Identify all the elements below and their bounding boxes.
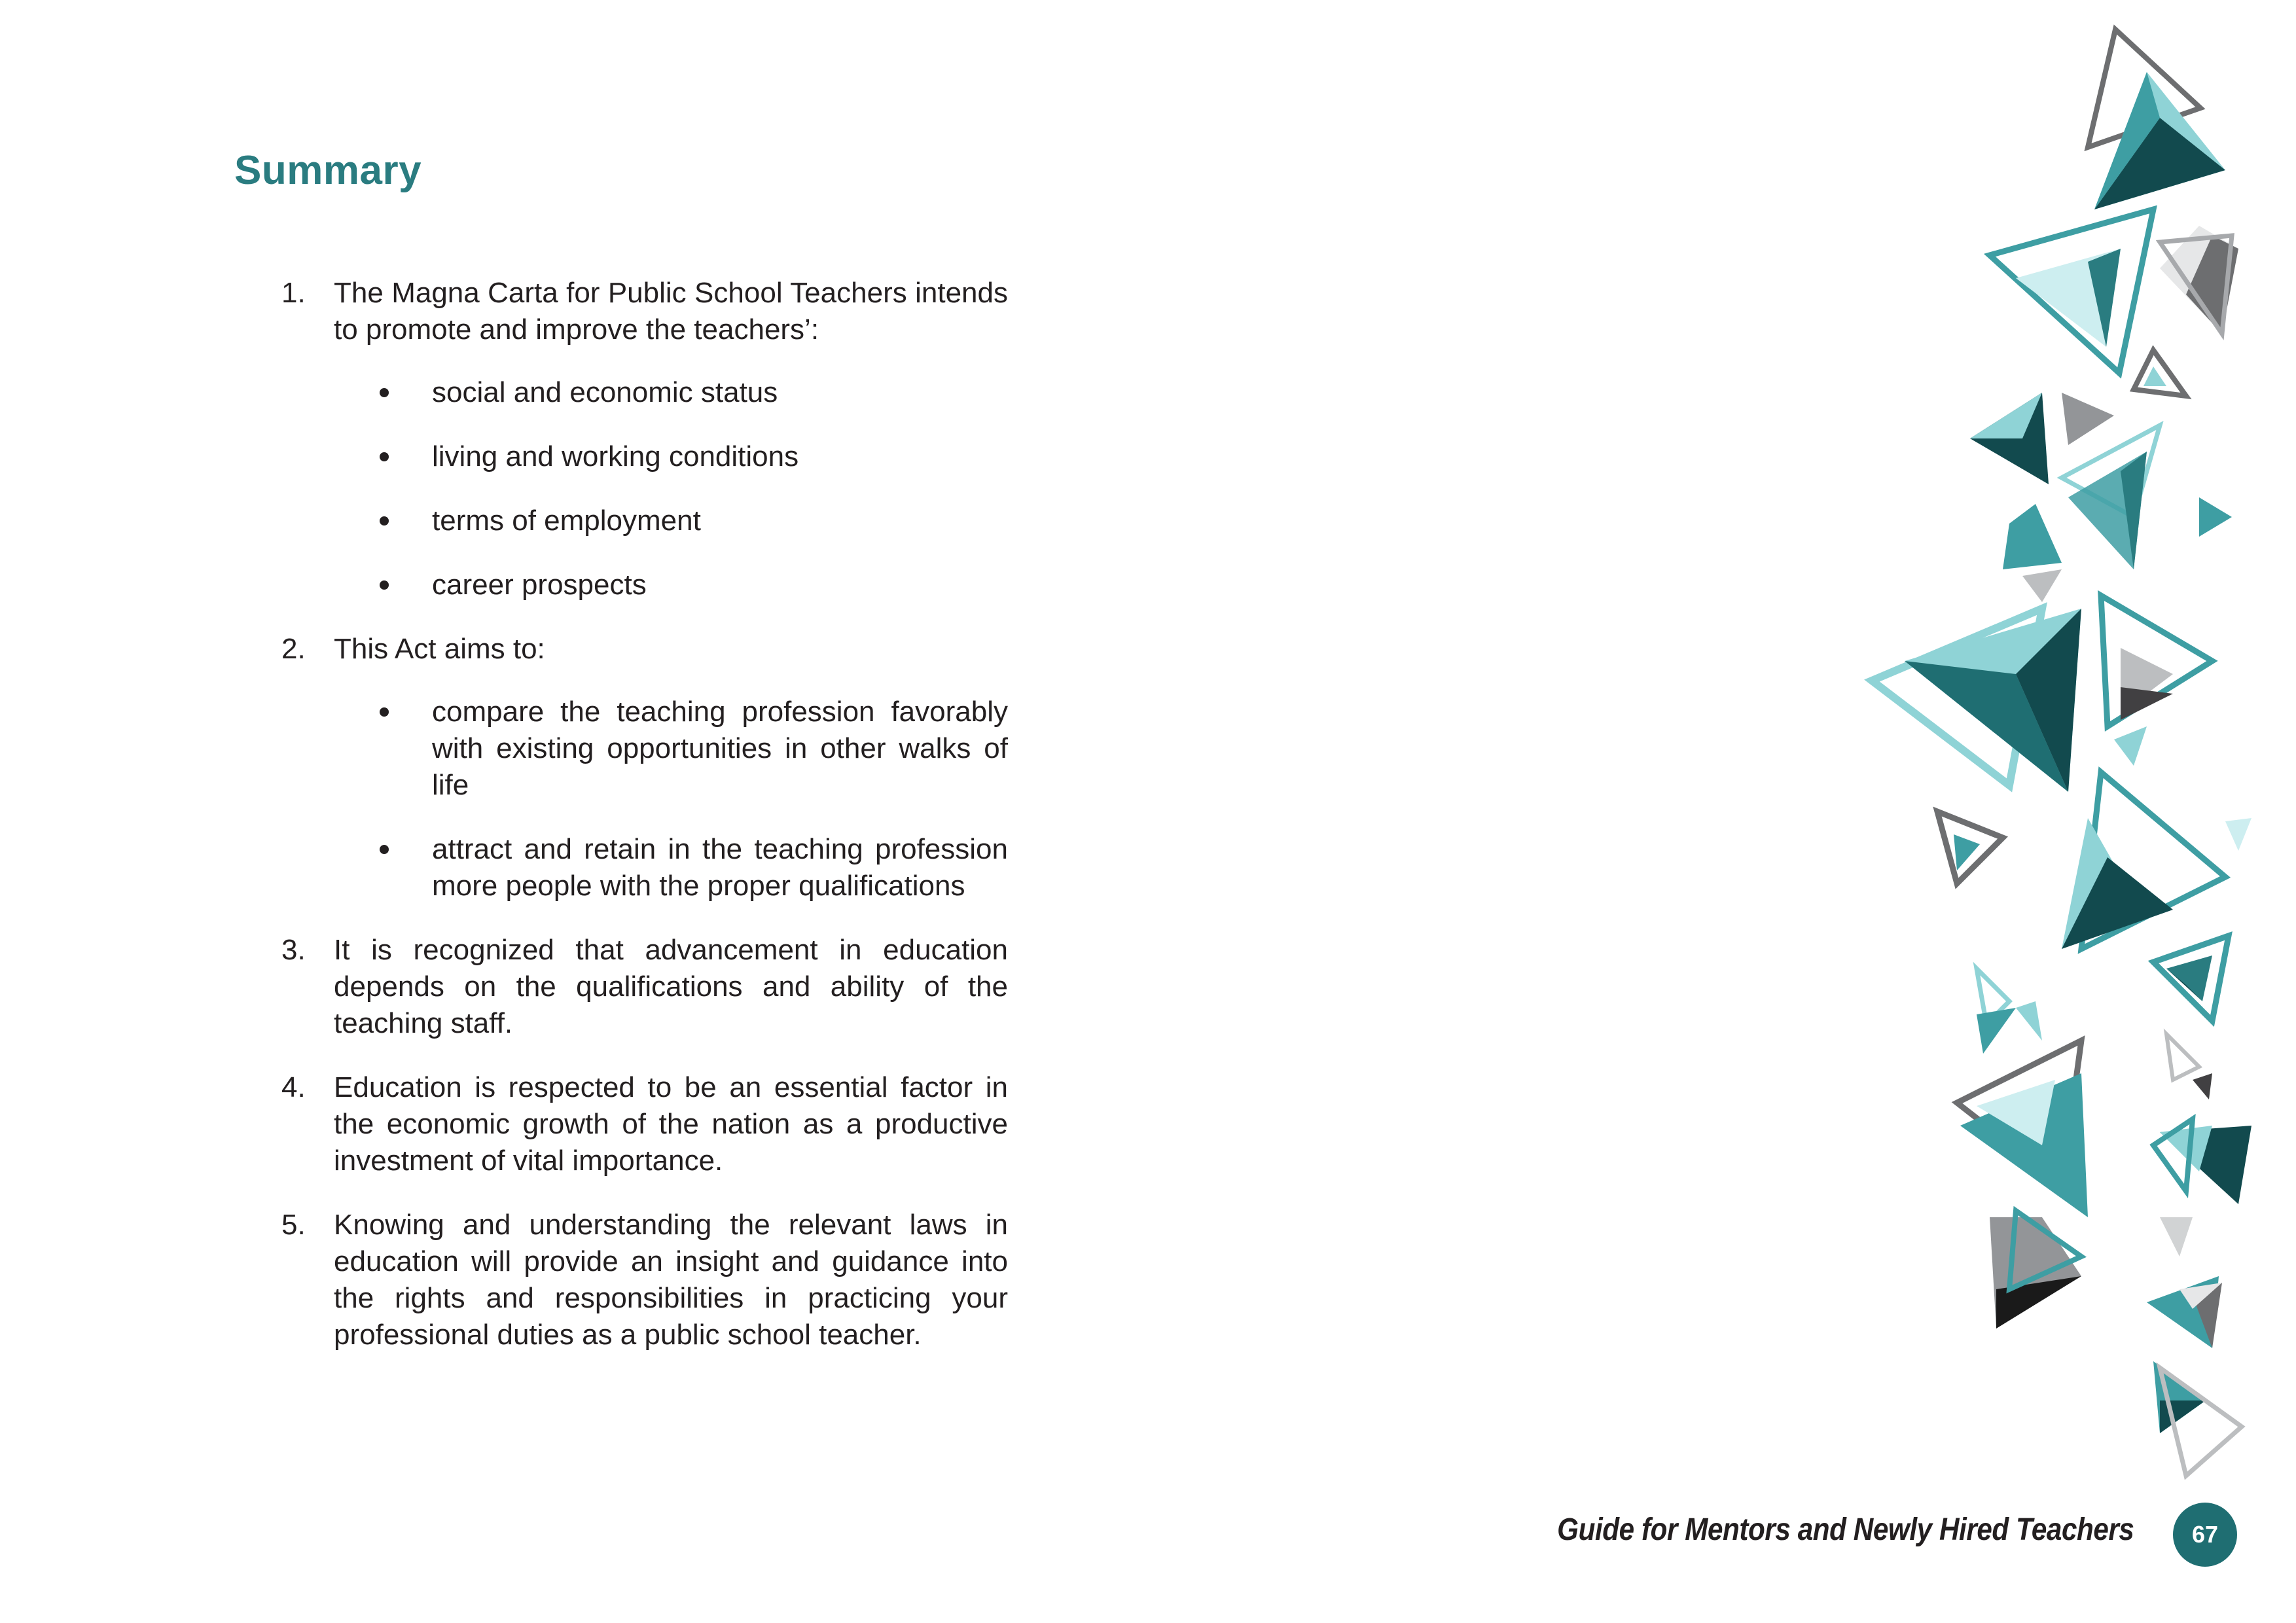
- item-number: 4.: [281, 1071, 306, 1103]
- item-text: Education is respected to be an essential factor in the economic growth of the nation as a productive investment of vital importance.: [334, 1071, 1008, 1177]
- footer-title: Guide for Mentors and Newly Hired Teachers: [1556, 1512, 2134, 1547]
- bullet-item: [432, 694, 1008, 804]
- bullet-item: [432, 438, 1008, 475]
- bullet-item: [432, 567, 1008, 603]
- bullet-item: [432, 503, 1008, 539]
- summary-item-3: [281, 932, 1008, 1042]
- item-number: 2.: [281, 633, 306, 665]
- page-number-badge: 67: [2173, 1503, 2237, 1567]
- bullet-dot-icon: [380, 845, 389, 854]
- bullet-item: [432, 831, 1008, 904]
- bullet-dot-icon: [380, 388, 389, 397]
- bullet-item: [432, 374, 1008, 411]
- item-text: It is recognized that advancement in education depends on the qualifications and ability of the teaching staff.: [334, 934, 1008, 1039]
- bullet-text: attract and retain in the teaching profession more people with the proper qualifications: [432, 833, 1008, 902]
- bullet-dot-icon: [380, 580, 389, 590]
- summary-item-4: [281, 1069, 1008, 1179]
- item-number: 1.: [281, 277, 306, 309]
- item-number: 3.: [281, 934, 306, 966]
- bullet-dot-icon: [380, 707, 389, 717]
- item-text: Knowing and understanding the relevant laws in education will provide an insight and guidance into the rights and responsibilities in practicing your professional duties as a public school teacher.: [334, 1209, 1008, 1351]
- bullet-text: terms of employment: [432, 505, 701, 537]
- bullet-dot-icon: [380, 452, 389, 461]
- bullet-list: [334, 694, 1008, 904]
- bullet-text: career prospects: [432, 569, 647, 601]
- summary-list: [281, 275, 1008, 1381]
- summary-item-1: [281, 275, 1008, 603]
- bullet-text: social and economic status: [432, 376, 778, 408]
- geometric-triangles-icon: [1846, 20, 2271, 1525]
- item-text: The Magna Carta for Public School Teachers intends to promote and improve the teachers’:: [334, 277, 1008, 346]
- bullet-text: living and working conditions: [432, 440, 799, 473]
- page-title: Summary: [234, 148, 422, 193]
- summary-item-2: [281, 631, 1008, 904]
- item-text: This Act aims to:: [334, 633, 545, 665]
- bullet-text: compare the teaching profession favorably with existing opportunities in other walks of life: [432, 696, 1008, 801]
- bullet-list: [334, 374, 1008, 603]
- summary-item-5: [281, 1207, 1008, 1353]
- bullet-dot-icon: [380, 516, 389, 526]
- item-number: 5.: [281, 1209, 306, 1241]
